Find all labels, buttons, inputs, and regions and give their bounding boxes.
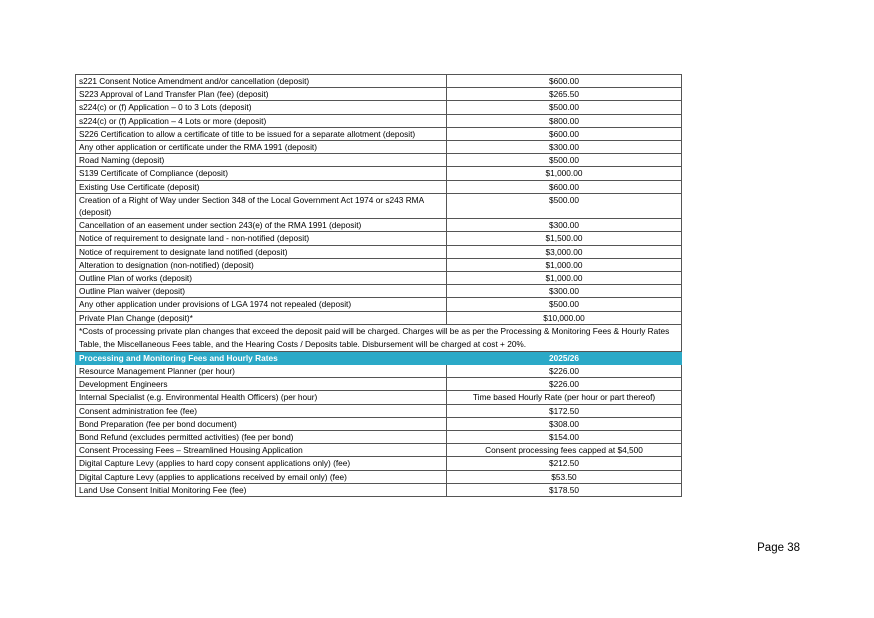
table-row: [76, 219, 682, 232]
table-row: [76, 167, 682, 180]
fee-amount: $500.00: [447, 193, 682, 218]
table-row: [76, 193, 682, 218]
table-row: [76, 470, 682, 483]
fee-amount: $300.00: [447, 141, 682, 154]
fee-item-label: Notice of requirement to designate land notified (deposit): [76, 245, 447, 258]
table-row: [76, 75, 682, 88]
fee-amount: Time based Hourly Rate (per hour or part thereof): [447, 391, 682, 404]
plan-change-note: *Costs of processing private plan changes that exceed the deposit paid will be charged. Charges will be as per the Processing & Monitoring Fees & Hourly Rates Table, the Miscellaneous Fees table, and the Hearing Costs / Deposits table. Disbursement will be charged at cost + 20%.: [76, 324, 682, 351]
fee-amount: $500.00: [447, 101, 682, 114]
fee-amount: $212.50: [447, 457, 682, 470]
table-row: [76, 127, 682, 140]
fee-item-label: Land Use Consent Initial Monitoring Fee (fee): [76, 483, 447, 496]
fee-amount: $800.00: [447, 114, 682, 127]
table-row: [76, 311, 682, 324]
table-row: [76, 245, 682, 258]
fee-item-label: S226 Certification to allow a certificate of title to be issued for a separate allotment (deposit): [76, 127, 447, 140]
table-row: [76, 285, 682, 298]
fee-amount: $3,000.00: [447, 245, 682, 258]
fee-amount: $226.00: [447, 365, 682, 378]
table-row: [76, 391, 682, 404]
section-title: Processing and Monitoring Fees and Hourly Rates: [76, 351, 447, 364]
fee-item-label: Digital Capture Levy (applies to applications received by email only) (fee): [76, 470, 447, 483]
fee-amount: $308.00: [447, 417, 682, 430]
fee-item-label: Bond Refund (excludes permitted activities) (fee per bond): [76, 431, 447, 444]
fee-amount: $1,000.00: [447, 272, 682, 285]
deposit-rows: [76, 75, 682, 325]
fee-item-label: s224(c) or (f) Application – 0 to 3 Lots (deposit): [76, 101, 447, 114]
table-row: [76, 457, 682, 470]
fee-amount: $154.00: [447, 431, 682, 444]
fee-amount: $1,000.00: [447, 167, 682, 180]
table-row: [76, 88, 682, 101]
fee-item-label: s224(c) or (f) Application – 4 Lots or more (deposit): [76, 114, 447, 127]
fee-item-label: Any other application or certificate under the RMA 1991 (deposit): [76, 141, 447, 154]
fee-item-label: Consent administration fee (fee): [76, 404, 447, 417]
fee-item-label: Existing Use Certificate (deposit): [76, 180, 447, 193]
fee-amount: $600.00: [447, 127, 682, 140]
fee-item-label: Cancellation of an easement under section 243(e) of the RMA 1991 (deposit): [76, 219, 447, 232]
fee-item-label: Creation of a Right of Way under Section 348 of the Local Government Act 1974 or s243 RMA (deposit): [76, 193, 447, 218]
processing-rows: [76, 365, 682, 497]
fee-item-label: Any other application under provisions of LGA 1974 not repealed (deposit): [76, 298, 447, 311]
table-row: [76, 404, 682, 417]
fee-amount: $300.00: [447, 219, 682, 232]
table-row: [76, 114, 682, 127]
fee-amount: $1,000.00: [447, 258, 682, 271]
fee-amount: $1,500.00: [447, 232, 682, 245]
table-row: [76, 180, 682, 193]
table-row: [76, 272, 682, 285]
fee-amount: $172.50: [447, 404, 682, 417]
table-row: [76, 141, 682, 154]
table-row: [76, 258, 682, 271]
fee-item-label: Alteration to designation (non-notified) (deposit): [76, 258, 447, 271]
section-header-row: [76, 351, 682, 364]
fee-item-label: S139 Certificate of Compliance (deposit): [76, 167, 447, 180]
table-row: [76, 365, 682, 378]
fee-item-label: Notice of requirement to designate land - non-notified (deposit): [76, 232, 447, 245]
fee-item-label: Outline Plan waiver (deposit): [76, 285, 447, 298]
fee-amount: Consent processing fees capped at $4,500: [447, 444, 682, 457]
fee-item-label: Consent Processing Fees – Streamlined Housing Application: [76, 444, 447, 457]
fee-amount: $500.00: [447, 154, 682, 167]
note-row: [76, 324, 682, 351]
table-row: [76, 431, 682, 444]
page-number: Page 38: [757, 542, 800, 554]
fee-amount: $178.50: [447, 483, 682, 496]
fee-amount: $265.50: [447, 88, 682, 101]
fee-amount: $600.00: [447, 75, 682, 88]
fees-table: [75, 74, 682, 497]
fee-item-label: Internal Specialist (e.g. Environmental Health Officers) (per hour): [76, 391, 447, 404]
fee-amount: $226.00: [447, 378, 682, 391]
table-row: [76, 154, 682, 167]
table-row: [76, 417, 682, 430]
note-section: [76, 324, 682, 351]
fee-item-label: Development Engineers: [76, 378, 447, 391]
table-row: [76, 378, 682, 391]
fee-item-label: Digital Capture Levy (applies to hard copy consent applications only) (fee): [76, 457, 447, 470]
fee-item-label: Outline Plan of works (deposit): [76, 272, 447, 285]
table-row: [76, 483, 682, 496]
table-row: [76, 298, 682, 311]
fee-amount: $600.00: [447, 180, 682, 193]
fee-item-label: Road Naming (deposit): [76, 154, 447, 167]
fee-amount: $500.00: [447, 298, 682, 311]
fee-item-label: Private Plan Change (deposit)*: [76, 311, 447, 324]
fee-amount: $10,000.00: [447, 311, 682, 324]
fee-item-label: s221 Consent Notice Amendment and/or cancellation (deposit): [76, 75, 447, 88]
fee-item-label: S223 Approval of Land Transfer Plan (fee) (deposit): [76, 88, 447, 101]
table-row: [76, 444, 682, 457]
table-row: [76, 101, 682, 114]
section-year: 2025/26: [447, 351, 682, 364]
processing-section: [76, 351, 682, 364]
table-row: [76, 232, 682, 245]
fee-item-label: Bond Preparation (fee per bond document): [76, 417, 447, 430]
fee-amount: $300.00: [447, 285, 682, 298]
fee-item-label: Resource Management Planner (per hour): [76, 365, 447, 378]
fee-amount: $53.50: [447, 470, 682, 483]
